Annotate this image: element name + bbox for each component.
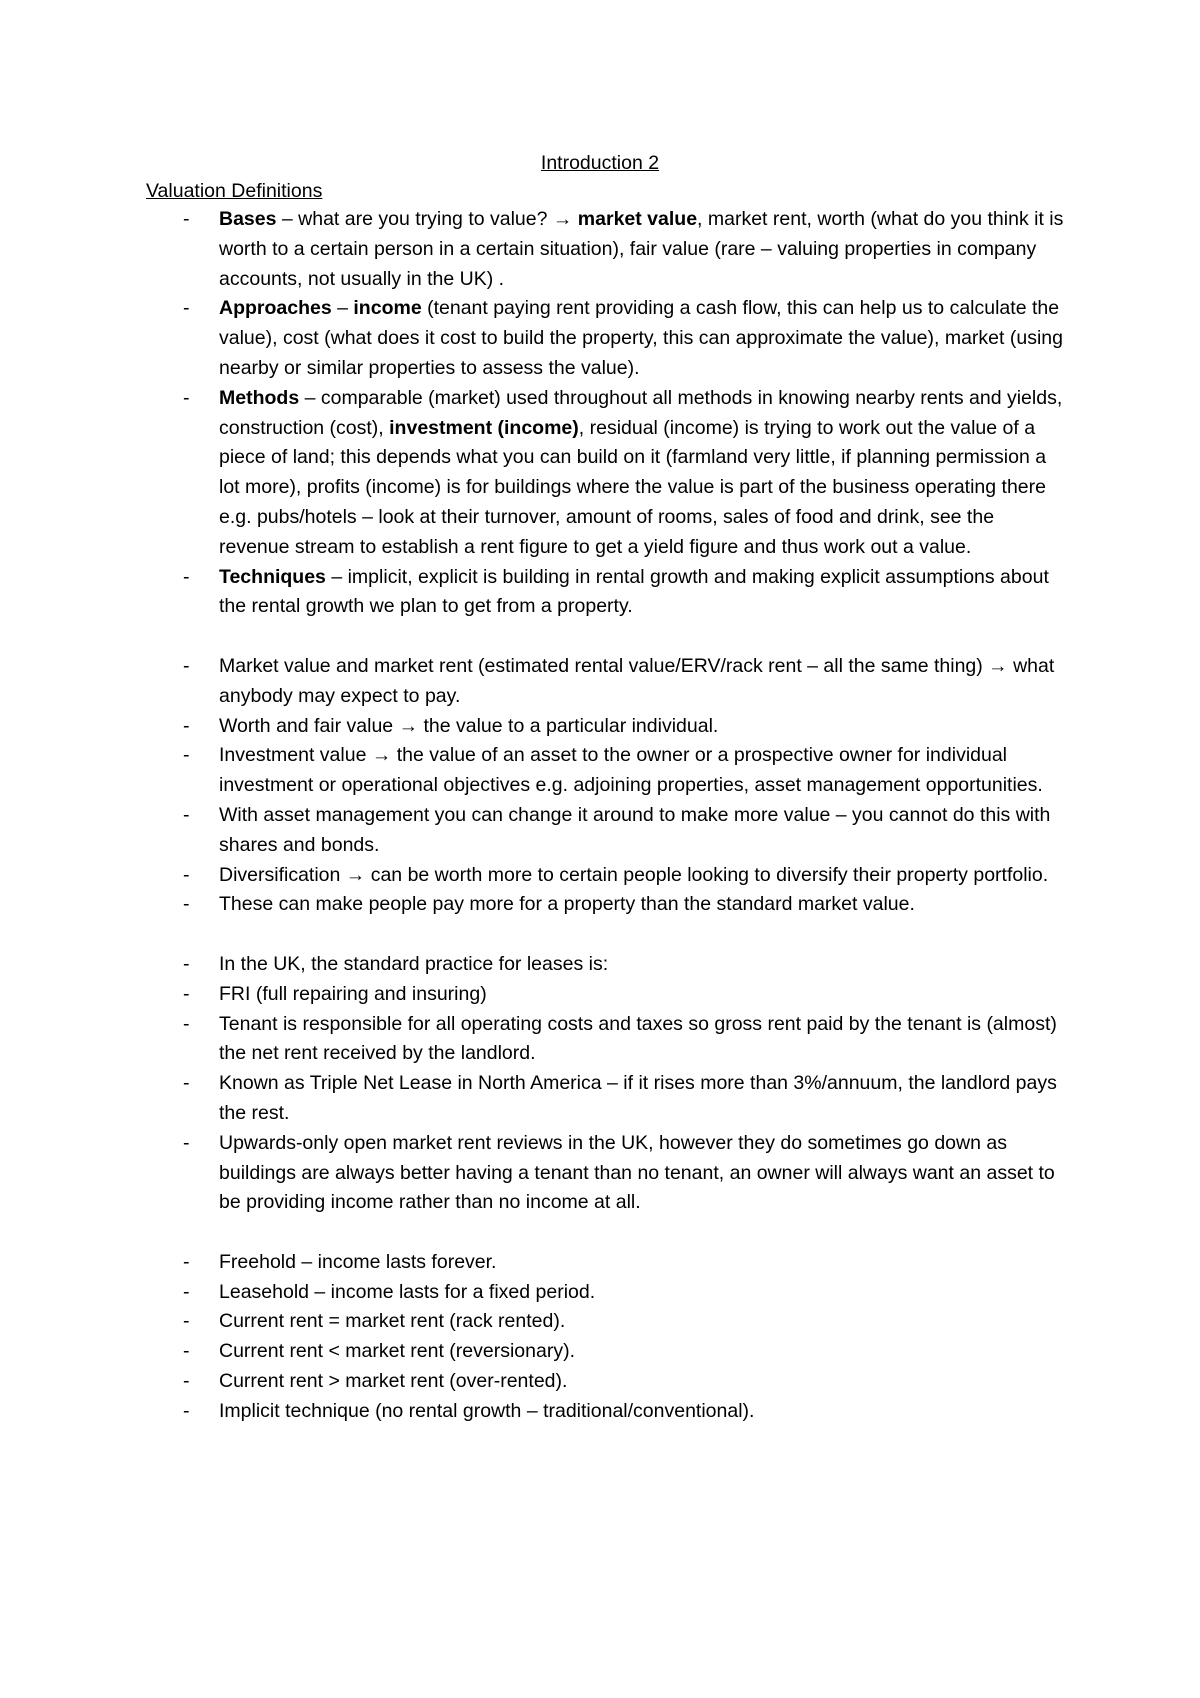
- list-item: [0, 1129, 1069, 1218]
- list-item-text: Freehold – income lasts forever.: [219, 1250, 497, 1273]
- list-item-text: FRI (full repairing and insuring): [219, 982, 487, 1005]
- list-item: [0, 950, 1069, 980]
- list-item-text: Investment value → the value of an asset to the owner or a prospective owner for individual investment or operational objectives e.g. adjoining properties, asset management opportunities.: [219, 744, 1043, 797]
- list-item-text: Tenant is responsible for all operating costs and taxes so gross rent paid by the tenant is (almost) the net rent received by the landlord.: [219, 1012, 1057, 1065]
- bullet-dash: -: [183, 1131, 190, 1154]
- bullet-dash: -: [183, 982, 190, 1005]
- bullet-dash: -: [183, 1399, 190, 1422]
- list-item-text: Known as Triple Net Lease in North America – if it rises more than 3%/annuum, the landlord pays the rest.: [219, 1072, 1057, 1124]
- bold-term: Approaches: [219, 297, 332, 320]
- bullet-dash: -: [183, 863, 190, 886]
- bullet-dash: -: [183, 654, 190, 677]
- bullet-dash: -: [183, 1370, 190, 1393]
- list-item-text: Current rent < market rent (reversionary).: [219, 1340, 575, 1363]
- bullet-dash: -: [183, 1340, 190, 1363]
- page-title: Introduction 2: [540, 152, 660, 174]
- bold-term: Bases: [219, 208, 277, 230]
- bullet-dash: -: [183, 952, 190, 975]
- bullet-dash: -: [183, 208, 190, 230]
- list-item: [0, 1307, 1069, 1337]
- list-item-text: Techniques – implicit, explicit is building in rental growth and making explicit assumptions about the rental growth we plan to get from a property.: [219, 565, 1049, 618]
- list-item-text: Leasehold – income lasts for a fixed period.: [219, 1280, 596, 1303]
- list-item: [0, 741, 1069, 801]
- list-item: [0, 980, 1069, 1010]
- list-item: [0, 1367, 1069, 1397]
- bullet-dash: -: [183, 386, 190, 409]
- group-spacer: [0, 920, 1200, 950]
- list-item: [0, 563, 1069, 623]
- list-item-text: Worth and fair value → the value to a particular individual.: [219, 714, 719, 737]
- bullet-dash: -: [183, 803, 190, 826]
- list-item: [0, 1337, 1069, 1367]
- list-item-text: Current rent = market rent (rack rented).: [219, 1310, 566, 1333]
- list-item-text: Diversification → can be worth more to certain people looking to diversify their property portfolio.: [219, 863, 1049, 886]
- list-item: [0, 712, 1069, 742]
- bullet-dash: -: [183, 744, 190, 767]
- list-item-text: In the UK, the standard practice for leases is:: [219, 952, 609, 975]
- list-item-text: Methods – comparable (market) used throughout all methods in knowing nearby rents and yields, construction (cost), investment (income), residual (income) is trying to work out the value of a piece of land; this depends what you can build on it (farmland very little, if planning permission a lot more), profits (income) is for buildings where the value is part of the business operating there e.g. pubs/hotels – look at their turnover, amount of rooms, sales of food and drink, see the revenue stream to establish a rent figure to get a yield figure and thus work out a value.: [219, 386, 1063, 558]
- bullet-dash: -: [183, 1072, 190, 1095]
- list-item: [0, 294, 1069, 383]
- list-item: [0, 1010, 1069, 1070]
- bold-term: market value: [577, 208, 698, 230]
- list-item-text: With asset management you can change it around to make more value – you cannot do this with shares and bonds.: [219, 803, 1051, 856]
- list-item-text: Bases – what are you trying to value? → market value, market rent, worth (what do you think it is worth to a certain person in a certain situation), fair value (rare – valuing properties in company accounts, not usually in the UK) .: [219, 208, 1064, 290]
- bold-term: income: [353, 297, 422, 320]
- list-item: [0, 1248, 1069, 1278]
- bullet-dash: -: [183, 714, 190, 737]
- bullet-dash: -: [183, 893, 190, 916]
- bold-term: investment (income): [389, 416, 579, 439]
- list-item-text: Current rent > market rent (over-rented).: [219, 1370, 568, 1393]
- list-item: [0, 384, 1069, 563]
- list-item-text: These can make people pay more for a property than the standard market value.: [219, 893, 915, 916]
- list-item-text: Upwards-only open market rent reviews in the UK, however they do sometimes go down as buildings are always better having a tenant than no tenant, an owner will always want an asset to be providing income rather than no income at all.: [219, 1131, 1055, 1214]
- list-item: [0, 801, 1069, 861]
- bullet-dash: -: [183, 1280, 190, 1303]
- bold-term: Methods: [219, 386, 300, 409]
- list-item: [0, 652, 1069, 712]
- bullet-dash: -: [183, 1012, 190, 1035]
- group-spacer: [0, 1218, 1200, 1248]
- bullet-list: [0, 205, 1200, 1427]
- list-item: [0, 890, 1069, 920]
- group-spacer: [0, 622, 1200, 652]
- list-item: [0, 1069, 1069, 1129]
- section-heading: Valuation Definitions: [146, 180, 323, 202]
- list-item: [0, 1397, 1069, 1427]
- list-item-text: Market value and market rent (estimated rental value/ERV/rack rent – all the same thing) → what anybody may expect to pay.: [219, 654, 1055, 707]
- bullet-dash: -: [183, 565, 190, 588]
- bullet-dash: -: [183, 297, 190, 320]
- list-item-text: Implicit technique (no rental growth – traditional/conventional).: [219, 1399, 755, 1422]
- bold-term: Techniques: [219, 565, 326, 588]
- list-item: [0, 205, 1069, 294]
- bullet-dash: -: [183, 1310, 190, 1333]
- bullet-dash: -: [183, 1250, 190, 1273]
- list-item: [0, 861, 1069, 891]
- list-item-text: Approaches – income (tenant paying rent providing a cash flow, this can help us to calculate the value), cost (what does it cost to build the property, this can approximate the value), market (using nearby or similar properties to assess the value).: [219, 297, 1063, 379]
- list-item: [0, 1278, 1069, 1308]
